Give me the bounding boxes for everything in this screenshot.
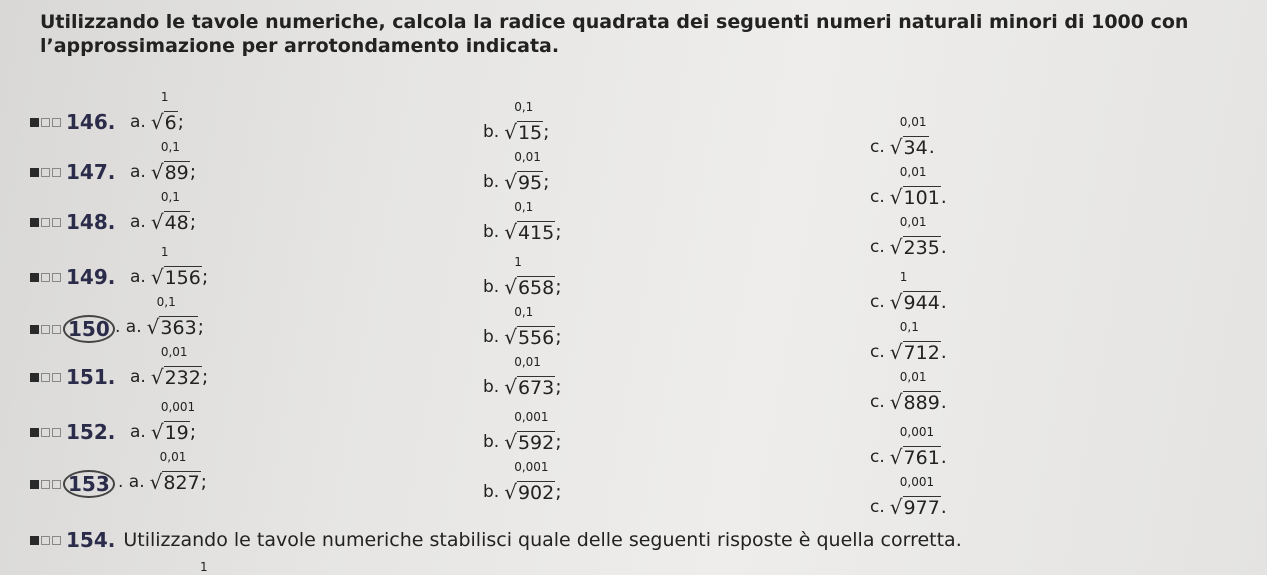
- radical-sign-icon: √: [504, 430, 517, 454]
- difficulty-empty-square-icon: [41, 325, 50, 334]
- item-label: b.: [483, 277, 500, 297]
- square-root: [504, 355, 555, 399]
- difficulty-empty-square-icon: [52, 373, 61, 382]
- root-index: 0,1: [156, 295, 176, 309]
- root-index: 0,1: [160, 190, 180, 204]
- item-label: c.: [870, 292, 885, 312]
- punctuation: ;: [201, 366, 209, 388]
- exercise-number: 147.: [66, 160, 116, 184]
- radicand: 556: [517, 327, 555, 349]
- radicand: 34: [903, 137, 928, 159]
- square-root: [504, 100, 543, 144]
- punctuation: ;: [543, 121, 550, 143]
- difficulty-empty-square-icon: [41, 168, 50, 177]
- radicand: 673: [517, 377, 555, 399]
- punctuation: .: [940, 236, 947, 258]
- root-index: 0,01: [899, 370, 927, 384]
- difficulty-square-icon: [30, 373, 39, 382]
- root-item: [483, 150, 550, 194]
- difficulty-empty-square-icon: [52, 480, 61, 489]
- item-label: a.: [130, 112, 146, 132]
- item-label: a.: [130, 212, 146, 232]
- exercise-154: [30, 528, 962, 552]
- square-root: [504, 305, 555, 349]
- root-index: 0,01: [159, 450, 187, 464]
- radical-sign-icon: √: [504, 275, 517, 299]
- radicand: 363: [160, 317, 197, 339]
- radicand: 592: [517, 432, 555, 454]
- difficulty-empty-square-icon: [52, 118, 61, 127]
- difficulty-empty-square-icon: [41, 428, 50, 437]
- radical-sign-icon: √: [889, 135, 903, 159]
- difficulty-square-icon: [30, 428, 39, 437]
- exercise-header: [30, 470, 115, 498]
- exercise-header: [30, 265, 115, 289]
- punctuation: ;: [543, 171, 550, 193]
- root-index: 0,01: [160, 345, 188, 359]
- exercise-number: 146.: [66, 110, 116, 134]
- punctuation: ;: [201, 266, 209, 288]
- root-item: [483, 355, 562, 399]
- difficulty-empty-square-icon: [52, 428, 61, 437]
- root-item: [483, 460, 562, 504]
- exercise-number: 153: [63, 470, 115, 498]
- radicand: 944: [903, 292, 940, 314]
- radicand: 19: [164, 422, 189, 444]
- exercise-row: [0, 400, 1267, 469]
- radical-sign-icon: √: [150, 365, 164, 389]
- square-root: [504, 460, 555, 504]
- root-index: 1: [160, 245, 169, 259]
- item-label: c.: [870, 187, 885, 207]
- radicand: 977: [903, 497, 940, 519]
- radical-sign-icon: √: [504, 375, 517, 399]
- root-index: 0,01: [514, 355, 541, 369]
- square-root: [150, 400, 196, 444]
- root-item: [130, 400, 196, 444]
- root-item: [130, 245, 208, 289]
- radical-sign-icon: √: [150, 210, 164, 234]
- root-item: [130, 190, 196, 234]
- item-label: c.: [870, 342, 885, 362]
- item-label: b.: [483, 122, 500, 142]
- radicand: 48: [164, 212, 189, 234]
- radicand: 101: [903, 187, 940, 209]
- difficulty-empty-square-icon: [52, 325, 61, 334]
- item-label: c.: [870, 237, 885, 257]
- root-index: 0,001: [899, 475, 935, 489]
- root-item: [483, 255, 562, 299]
- radical-sign-icon: √: [150, 265, 164, 289]
- root-index: 0,1: [899, 320, 919, 334]
- square-root: [151, 190, 190, 234]
- punctuation: ;: [189, 161, 197, 183]
- difficulty-square-icon: [30, 536, 39, 545]
- root-item: [118, 450, 207, 494]
- punctuation: .: [940, 391, 947, 413]
- item-label: c.: [870, 137, 885, 157]
- radicand: 95: [517, 172, 543, 194]
- difficulty-empty-square-icon: [41, 480, 50, 489]
- item-label: a.: [130, 422, 146, 442]
- root-index: 0,001: [514, 460, 549, 474]
- exercise-row: [0, 450, 1267, 519]
- item-label: a.: [130, 267, 146, 287]
- exercise-number: 149.: [66, 265, 116, 289]
- radical-sign-icon: √: [504, 170, 517, 194]
- radicand: 658: [517, 277, 555, 299]
- root-item: [483, 200, 562, 244]
- punctuation: ;: [189, 421, 197, 443]
- root-index: 0,1: [514, 100, 534, 114]
- instructions: Utilizzando le tavole numeriche, calcola la radice quadrata dei seguenti numeri naturali minori di 1000 con l’approssimazione per arrotondamento indicata.: [40, 11, 1189, 57]
- root-index: 0,1: [160, 140, 180, 154]
- difficulty-empty-square-icon: [41, 373, 50, 382]
- punctuation: .: [940, 446, 947, 468]
- punctuation: .: [940, 496, 947, 518]
- item-label: b.: [483, 222, 500, 242]
- punctuation: ;: [555, 376, 562, 398]
- exercise-number: 152.: [66, 420, 116, 444]
- square-root: [504, 200, 555, 244]
- exercise-text: Utilizzando le tavole numeriche stabilisci quale delle seguenti risposte è quella corretta.: [123, 529, 962, 551]
- punctuation: ;: [197, 316, 205, 338]
- difficulty-empty-square-icon: [41, 118, 50, 127]
- difficulty-empty-square-icon: [52, 536, 61, 545]
- radical-sign-icon: √: [889, 340, 903, 364]
- exercise-number: 148.: [66, 210, 116, 234]
- radical-sign-icon: √: [889, 185, 903, 209]
- item-label: b.: [483, 377, 500, 397]
- item-label: a.: [130, 162, 146, 182]
- exercise-row: [0, 140, 1267, 209]
- radical-sign-icon: √: [889, 235, 903, 259]
- square-root: [504, 410, 555, 454]
- difficulty-empty-square-icon: [52, 273, 61, 282]
- root-index: 0,1: [514, 200, 534, 214]
- root-item: [483, 410, 562, 454]
- square-root: [151, 140, 190, 184]
- partial-root-index: 1: [200, 560, 208, 574]
- exercise-number: 150: [63, 315, 115, 343]
- root-index: 0,01: [899, 165, 927, 179]
- punctuation: ;: [555, 276, 562, 298]
- root-index: 0,1: [514, 305, 534, 319]
- punctuation: .: [928, 136, 935, 158]
- item-label: b.: [483, 327, 500, 347]
- radical-sign-icon: √: [889, 390, 903, 414]
- exercise-header: [30, 110, 115, 134]
- punctuation: ;: [555, 431, 562, 453]
- root-item: [130, 90, 184, 134]
- radical-sign-icon: √: [150, 110, 164, 134]
- exercise-header: [30, 365, 115, 389]
- radical-sign-icon: √: [504, 120, 517, 144]
- root-index: 0,001: [514, 410, 549, 424]
- radical-sign-icon: √: [889, 495, 903, 519]
- radicand: 415: [517, 222, 555, 244]
- radicand: 156: [164, 267, 201, 289]
- radicand: 902: [517, 482, 555, 504]
- item-label: a.: [130, 367, 146, 387]
- difficulty-empty-square-icon: [52, 168, 61, 177]
- difficulty-empty-square-icon: [41, 536, 50, 545]
- item-label: c.: [870, 497, 885, 517]
- root-index: 1: [514, 255, 522, 269]
- root-index: 1: [899, 270, 908, 284]
- exercise-row: [0, 90, 1267, 159]
- punctuation: .: [940, 186, 947, 208]
- radical-sign-icon: √: [504, 220, 517, 244]
- item-label: . a.: [115, 317, 142, 337]
- radicand: 235: [903, 237, 940, 259]
- root-index: 0,01: [514, 150, 541, 164]
- item-label: b.: [483, 172, 500, 192]
- root-index: 1: [160, 90, 169, 104]
- radical-sign-icon: √: [504, 480, 517, 504]
- difficulty-empty-square-icon: [41, 218, 50, 227]
- punctuation: ;: [555, 481, 562, 503]
- item-label: . a.: [118, 472, 145, 492]
- difficulty-empty-square-icon: [41, 273, 50, 282]
- radical-sign-icon: √: [149, 470, 163, 494]
- radical-sign-icon: √: [889, 445, 903, 469]
- square-root: [151, 245, 202, 289]
- punctuation: ;: [200, 471, 208, 493]
- root-item: [870, 475, 947, 519]
- punctuation: ;: [555, 221, 562, 243]
- item-label: c.: [870, 447, 885, 467]
- root-item: [483, 305, 562, 349]
- punctuation: ;: [555, 326, 562, 348]
- exercise-number: 151.: [66, 365, 116, 389]
- radical-sign-icon: √: [889, 290, 903, 314]
- difficulty-empty-square-icon: [52, 218, 61, 227]
- exercise-number: 154.: [66, 528, 116, 552]
- difficulty-square-icon: [30, 273, 39, 282]
- radicand: 89: [164, 162, 189, 184]
- punctuation: .: [940, 291, 947, 313]
- difficulty-square-icon: [30, 325, 39, 334]
- radical-sign-icon: √: [150, 420, 164, 444]
- difficulty-square-icon: [30, 218, 39, 227]
- exercise-header: [30, 420, 115, 444]
- root-index: 0,01: [899, 215, 927, 229]
- difficulty-square-icon: [30, 118, 39, 127]
- exercise-header: [30, 315, 115, 343]
- root-index: 0,001: [160, 400, 196, 414]
- exercise-header: [30, 210, 115, 234]
- radicand: 15: [517, 122, 543, 144]
- radicand: 761: [903, 447, 940, 469]
- root-item: [115, 295, 204, 339]
- radicand: 827: [163, 472, 200, 494]
- radicand: 712: [903, 342, 940, 364]
- root-item: [130, 345, 208, 389]
- square-root: [147, 295, 198, 339]
- root-item: [483, 100, 550, 144]
- punctuation: ;: [189, 211, 197, 233]
- difficulty-square-icon: [30, 168, 39, 177]
- punctuation: .: [940, 341, 947, 363]
- item-label: c.: [870, 392, 885, 412]
- item-label: b.: [483, 432, 500, 452]
- square-root: [150, 450, 201, 494]
- radicand: 232: [164, 367, 201, 389]
- root-item: [130, 140, 196, 184]
- radicand: 889: [903, 392, 940, 414]
- exercise-header: [30, 160, 115, 184]
- exercise-row: [0, 190, 1267, 259]
- square-root: [504, 255, 555, 299]
- square-root: [151, 345, 202, 389]
- square-root: [151, 90, 178, 134]
- root-index: 0,001: [899, 425, 935, 439]
- radicand: 6: [164, 112, 177, 134]
- item-label: b.: [483, 482, 500, 502]
- punctuation: ;: [177, 111, 185, 133]
- root-index: 0,01: [899, 115, 927, 129]
- radical-sign-icon: √: [504, 325, 517, 349]
- square-root: [504, 150, 543, 194]
- difficulty-square-icon: [30, 480, 39, 489]
- radical-sign-icon: √: [150, 160, 164, 184]
- radical-sign-icon: √: [146, 315, 160, 339]
- square-root: [890, 475, 941, 519]
